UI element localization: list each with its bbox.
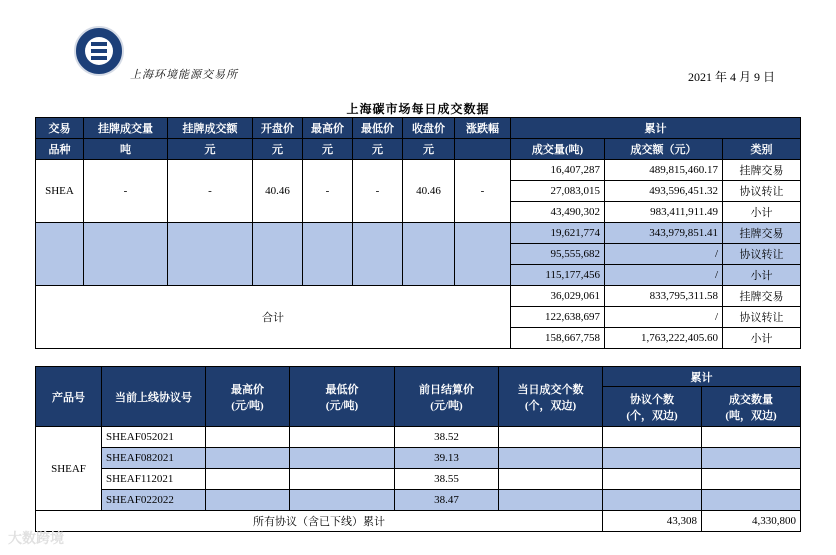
col-header: 当前上线协议号 <box>102 367 206 427</box>
table-header-row <box>36 367 801 387</box>
cum-type-cell: 挂牌交易 <box>723 286 801 307</box>
agreement-cell: SHEAF082021 <box>102 448 206 469</box>
agreement-cell: SHEAF112021 <box>102 469 206 490</box>
col-subheader: 元 <box>403 139 455 160</box>
col-header-unit: (个，双边) <box>524 399 577 412</box>
settle-cell: 38.55 <box>395 469 499 490</box>
cum-volume-cell: 158,667,758 <box>511 328 605 349</box>
col-header-unit: (元/吨) <box>231 399 264 412</box>
cum-volume-cell: 43,490,302 <box>511 202 605 223</box>
daily-trading-table <box>35 117 801 349</box>
high-cell: - <box>303 160 353 223</box>
product-cell: SHEA <box>36 160 84 223</box>
cum-volume-cell: 95,555,682 <box>511 244 605 265</box>
col-header: 累计 <box>603 367 801 387</box>
cum-type-cell: 小计 <box>723 202 801 223</box>
agreement-cell: SHEAF022022 <box>102 490 206 511</box>
total-agree-count: 43,308 <box>603 511 702 532</box>
cum-volume-cell: 122,638,697 <box>511 307 605 328</box>
total-volume: 4,330,800 <box>702 511 801 532</box>
cum-volume-cell: 27,083,015 <box>511 181 605 202</box>
table-subheader-row <box>36 139 801 160</box>
report-date: 2021 年 4 月 9 日 <box>688 70 776 84</box>
table-row <box>36 427 801 448</box>
exchange-logo <box>74 26 124 76</box>
table-header-row <box>36 118 801 139</box>
cum-type-cell: 小计 <box>723 328 801 349</box>
settle-cell: 38.52 <box>395 427 499 448</box>
cum-volume-cell: 36,029,061 <box>511 286 605 307</box>
col-header <box>206 367 290 427</box>
col-subheader: 类别 <box>723 139 801 160</box>
col-header: 交易 <box>36 118 84 139</box>
cum-amount-cell: / <box>605 265 723 286</box>
col-subheader: 元 <box>353 139 403 160</box>
close-cell: 40.46 <box>403 160 455 223</box>
table-row <box>36 223 801 244</box>
cum-volume-cell: 16,407,287 <box>511 160 605 181</box>
cum-volume-cell: 19,621,774 <box>511 223 605 244</box>
cum-type-cell: 协议转让 <box>723 181 801 202</box>
table-total-row <box>36 511 801 532</box>
volume-cell: - <box>84 160 168 223</box>
col-header: 挂牌成交额 <box>168 118 253 139</box>
table-row <box>36 160 801 181</box>
cum-amount-cell: / <box>605 244 723 265</box>
col-header-unit: (个，双边) <box>626 409 678 422</box>
col-header-unit: (元/吨) <box>325 399 359 412</box>
change-cell: - <box>455 160 511 223</box>
cum-volume-cell: 115,177,456 <box>511 265 605 286</box>
col-subheader: 元 <box>253 139 303 160</box>
table-row <box>36 469 801 490</box>
agreement-cell: SHEAF052021 <box>102 427 206 448</box>
low-cell: - <box>353 160 403 223</box>
settle-cell: 39.13 <box>395 448 499 469</box>
page-title: 上海碳市场每日成交数据 <box>346 102 490 116</box>
col-header-unit: (元/吨) <box>430 399 463 412</box>
col-subheader: 元 <box>168 139 253 160</box>
col-header-title: 协议个数 <box>630 393 674 406</box>
col-header-title: 前日结算价 <box>419 383 474 396</box>
table-row <box>36 448 801 469</box>
total-label: 所有协议（含已下线）累计 <box>36 511 603 532</box>
cum-amount-cell: / <box>605 307 723 328</box>
col-header <box>603 387 702 427</box>
col-header <box>499 367 603 427</box>
col-header <box>395 367 499 427</box>
cum-type-cell: 挂牌交易 <box>723 223 801 244</box>
col-header: 产品号 <box>36 367 102 427</box>
col-subheader: 品种 <box>36 139 84 160</box>
col-header-title: 成交数量 <box>729 393 773 406</box>
watermark: 大数跨境 <box>8 531 64 547</box>
open-cell: 40.46 <box>253 160 303 223</box>
cum-amount-cell: 833,795,311.58 <box>605 286 723 307</box>
cum-type-cell: 协议转让 <box>723 307 801 328</box>
col-header: 收盘价 <box>403 118 455 139</box>
amount-cell: - <box>168 160 253 223</box>
settle-cell: 38.47 <box>395 490 499 511</box>
col-header: 累计 <box>511 118 801 139</box>
col-subheader: 成交量(吨) <box>511 139 605 160</box>
product-cell: SHEAF <box>36 427 102 511</box>
cum-type-cell: 小计 <box>723 265 801 286</box>
col-header <box>702 387 801 427</box>
cum-amount-cell: 489,815,460.17 <box>605 160 723 181</box>
futures-agreement-table <box>35 366 801 532</box>
col-header: 涨跌幅 <box>455 118 511 139</box>
col-header-title: 最低价 <box>325 383 359 396</box>
cum-type-cell: 挂牌交易 <box>723 160 801 181</box>
col-header-title: 最高价 <box>231 383 264 396</box>
cum-amount-cell: 343,979,851.41 <box>605 223 723 244</box>
col-header: 最高价 <box>303 118 353 139</box>
col-header: 开盘价 <box>253 118 303 139</box>
col-header-unit: (吨，双边) <box>725 409 777 422</box>
total-label: 合计 <box>36 286 511 349</box>
brand-text: 上海环境能源交易所 <box>130 68 238 81</box>
col-subheader: 成交额（元） <box>605 139 723 160</box>
col-header: 挂牌成交量 <box>84 118 168 139</box>
cum-amount-cell: 1,763,222,405.60 <box>605 328 723 349</box>
cum-amount-cell: 983,411,911.49 <box>605 202 723 223</box>
table-row <box>36 490 801 511</box>
cum-amount-cell: 493,596,451.32 <box>605 181 723 202</box>
col-subheader: 吨 <box>84 139 168 160</box>
table-row <box>36 286 801 307</box>
col-header <box>290 367 395 427</box>
col-header-title: 当日成交个数 <box>517 383 584 396</box>
col-header: 最低价 <box>353 118 403 139</box>
col-subheader: 元 <box>303 139 353 160</box>
cum-type-cell: 协议转让 <box>723 244 801 265</box>
